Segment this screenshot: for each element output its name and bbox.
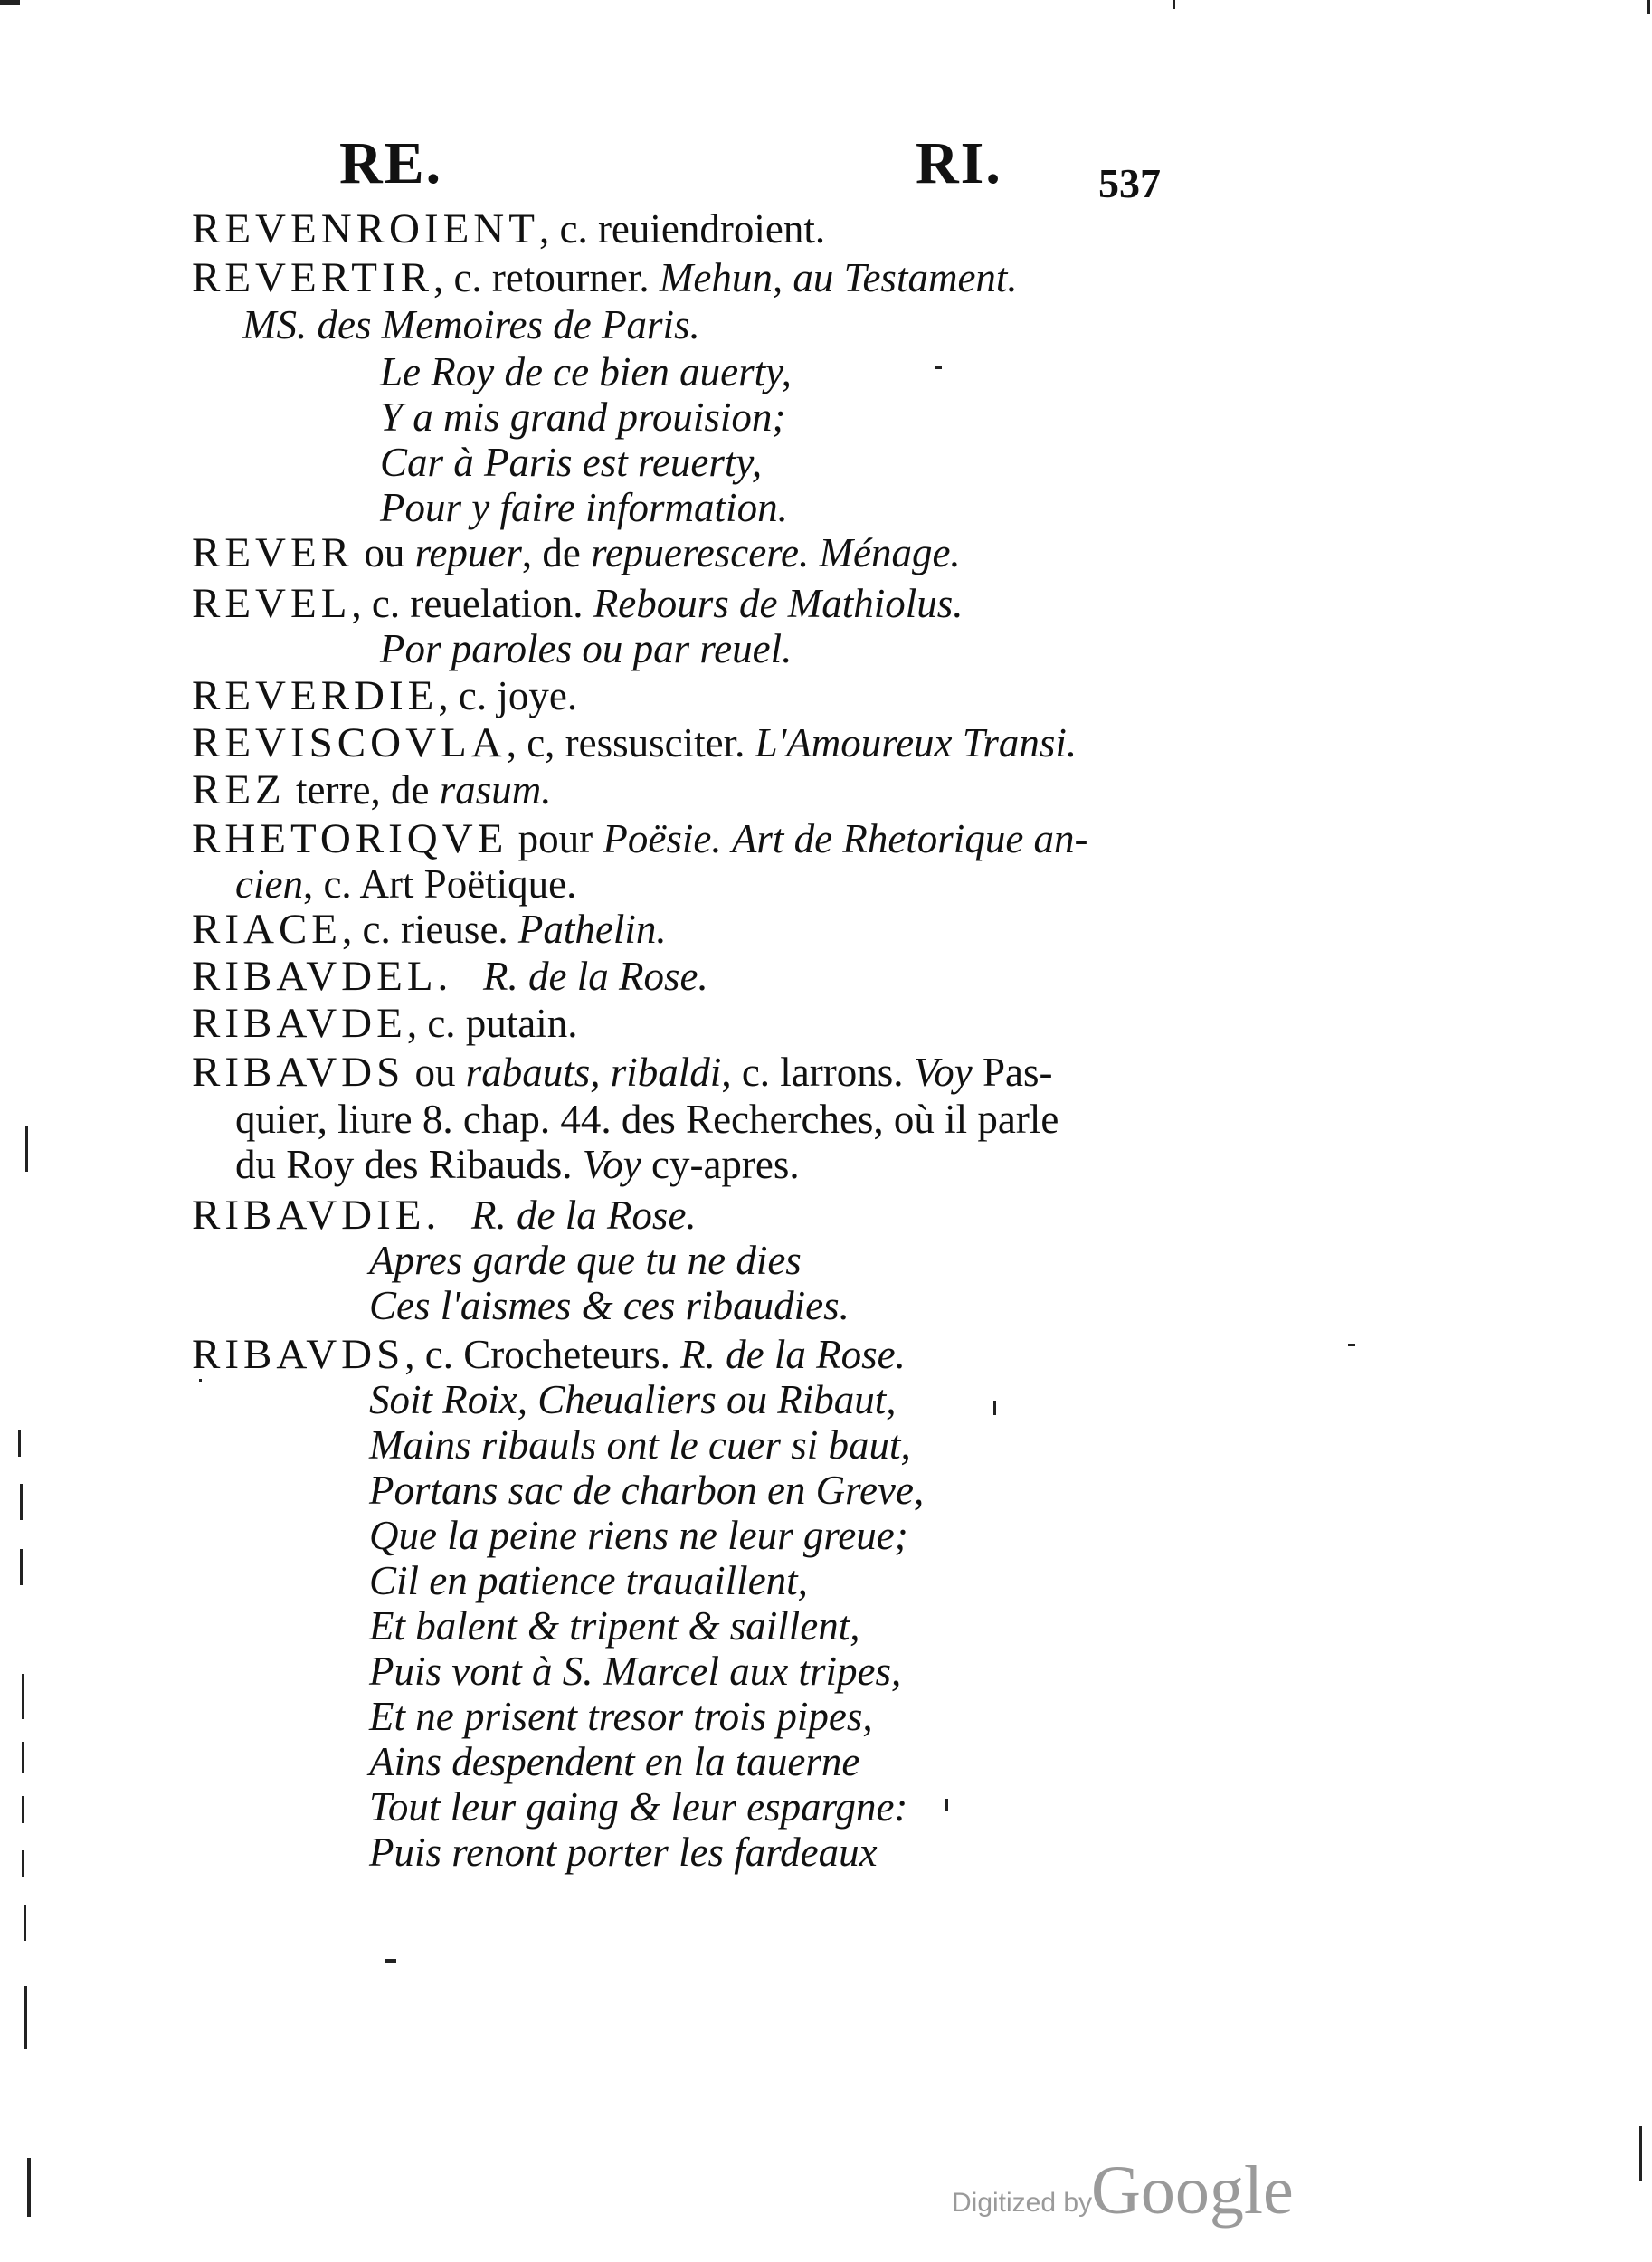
gloss-italic: Poësie.	[603, 816, 722, 861]
verse-text: Ains despendent en la tauerne	[369, 1739, 860, 1784]
gloss: ou	[404, 1050, 466, 1095]
verse-line	[380, 626, 792, 671]
entry-line	[192, 530, 961, 575]
continuation-line	[235, 1142, 800, 1187]
running-head-left: RE.	[339, 130, 443, 196]
entry-line	[192, 1001, 578, 1046]
gloss: terre, de	[285, 767, 440, 813]
gloss: quier, liure 8. chap. 44. des Recherches, où il parle	[235, 1097, 1059, 1142]
gloss: pour	[508, 816, 603, 861]
verse-line	[369, 1377, 896, 1422]
gloss: , de	[521, 530, 592, 575]
verse-text: Le Roy de ce bien auerty,	[380, 349, 792, 394]
entry-line	[192, 1193, 697, 1238]
verse-line	[369, 1739, 859, 1784]
gloss: , c. joye.	[438, 673, 578, 718]
entry-line	[192, 907, 667, 952]
verse-text: Apres garde que tu ne dies	[369, 1238, 802, 1283]
gloss: , c. reuiendroient.	[538, 206, 826, 252]
scan-speck	[22, 1850, 24, 1877]
scan-speck	[24, 1905, 26, 1941]
verse-line	[369, 1513, 908, 1558]
gloss: , c. Art Poëtique.	[302, 861, 577, 907]
verse-text: Puis vont à S. Marcel aux tripes,	[369, 1649, 902, 1694]
etymon: rasum.	[439, 767, 552, 813]
source-citation: MS. des Memoires de Paris.	[242, 302, 700, 347]
verse-line	[380, 394, 785, 440]
gloss: , c, ressusciter.	[506, 720, 745, 765]
scan-speck	[22, 1796, 24, 1823]
verse-line	[369, 1238, 802, 1283]
gloss: Pas-	[972, 1050, 1053, 1095]
verse-line	[380, 440, 762, 485]
gloss: , c. rieuse.	[342, 907, 508, 952]
headword: RIBAVDE	[192, 1000, 407, 1047]
verse-text: Mains ribauls ont le cuer si baut,	[369, 1422, 911, 1468]
verse-line	[369, 1649, 901, 1694]
continuation-line	[235, 861, 576, 907]
verse-text: Cil en patience trauaillent,	[369, 1558, 808, 1603]
verse-text: Et ne prisent tresor trois pipes,	[369, 1694, 873, 1739]
verse-text: Car à Paris est reuerty,	[380, 440, 763, 485]
source-citation: Art de Rhetorique an-	[731, 816, 1088, 861]
continuation-line	[242, 302, 700, 347]
gloss-italic: rabauts, ribaldi	[465, 1050, 722, 1095]
scan-speck	[22, 1742, 24, 1773]
scan-speck	[20, 1549, 23, 1585]
page-number: 537	[1098, 160, 1161, 206]
etymon: repuerescere.	[591, 530, 810, 575]
verse-line	[369, 1603, 859, 1649]
headword: RIBAVDEL.	[192, 953, 453, 1000]
cross-reference: Voy	[582, 1142, 641, 1187]
source-citation: Pathelin.	[517, 907, 667, 952]
scan-speck	[27, 2158, 31, 2217]
scan-speck	[199, 1379, 202, 1382]
verse-text: Pour y faire information.	[380, 485, 788, 530]
scan-speck	[1348, 1344, 1355, 1346]
scan-speck	[993, 1401, 996, 1415]
gloss: , c. larrons.	[721, 1050, 904, 1095]
entry-line	[192, 673, 577, 718]
scan-speck	[385, 1959, 396, 1963]
source-citation: Ménage.	[819, 530, 961, 575]
gloss: , c. retourner.	[432, 255, 650, 300]
verse-text: Por paroles ou par reuel.	[380, 626, 793, 671]
entry-line	[192, 720, 1077, 765]
entry-line	[192, 767, 551, 813]
scan-speck	[945, 1799, 948, 1811]
scan-speck	[25, 1126, 28, 1172]
gloss-italic: cien	[235, 861, 303, 907]
verse-line	[380, 485, 788, 530]
source-citation: R. de la Rose.	[470, 1193, 697, 1238]
gloss: , c. Crocheteurs.	[404, 1332, 670, 1377]
headword: RIBAVDS	[192, 1331, 405, 1378]
google-logo: Google	[1091, 2153, 1294, 2229]
headword: REZ	[192, 766, 286, 813]
source-citation: Mehun, au Testament.	[659, 255, 1018, 300]
verse-text: Et balent & tripent & saillent,	[369, 1603, 860, 1649]
headword: REVEL	[192, 580, 352, 627]
scan-speck	[18, 1430, 21, 1457]
headword: REVERTIR	[192, 254, 433, 301]
headword: REVERDIE	[192, 672, 439, 719]
spacer	[722, 816, 732, 861]
entry-line	[192, 816, 1088, 861]
scan-speck	[22, 1674, 24, 1719]
entry-line	[192, 1050, 1052, 1095]
verse-line	[380, 349, 792, 394]
digitized-by-label: Digitized by	[952, 2188, 1093, 2218]
source-citation: R. de la Rose.	[680, 1332, 906, 1377]
verse-text: Soit Roix, Cheualiers ou Ribaut,	[369, 1377, 897, 1422]
scan-speck	[0, 0, 20, 5]
verse-line	[369, 1694, 873, 1739]
gloss: ou	[354, 530, 415, 575]
headword: REVER	[192, 529, 355, 576]
gloss-italic: repuer	[414, 530, 522, 575]
gloss: du Roy des Ribauds.	[235, 1142, 573, 1187]
verse-line	[369, 1422, 911, 1468]
verse-text: Y a mis grand prouision;	[380, 394, 786, 440]
entry-line	[192, 1332, 906, 1377]
running-head-right: RI.	[916, 130, 1002, 196]
verse-text: Que la peine riens ne leur greue;	[369, 1513, 908, 1558]
scan-speck	[1647, 0, 1650, 14]
scan-speck	[935, 366, 942, 369]
entry-line	[192, 954, 708, 999]
verse-text: Ces l'aismes & ces ribaudies.	[369, 1283, 850, 1328]
source-citation: L'Amoureux Transi.	[755, 720, 1078, 765]
verse-text: Tout leur gaing & leur espargne:	[369, 1784, 908, 1830]
headword: RIACE	[192, 906, 342, 953]
gloss: cy-apres.	[641, 1142, 800, 1187]
headword: RHETORIQVE	[192, 815, 508, 862]
spacer	[809, 530, 819, 575]
verse-line	[369, 1784, 907, 1830]
headword: REVISCOVLA	[192, 719, 507, 766]
scan-speck	[1639, 2126, 1642, 2181]
source-citation: Rebours de Mathiolus.	[593, 581, 964, 626]
verse-line	[369, 1283, 850, 1328]
verse-line	[369, 1830, 878, 1875]
scan-speck	[1173, 0, 1175, 9]
verse-text: Portans sac de charbon en Greve,	[369, 1468, 925, 1513]
source-citation: R. de la Rose.	[483, 954, 708, 999]
headword: RIBAVDS	[192, 1049, 405, 1096]
verse-line	[369, 1468, 924, 1513]
verse-text: Puis renont porter les fardeaux	[369, 1830, 878, 1875]
cross-reference: Voy	[913, 1050, 973, 1095]
entry-line	[192, 255, 1018, 300]
continuation-line	[235, 1097, 1059, 1142]
gloss: , c. putain.	[406, 1001, 578, 1046]
entry-line	[192, 581, 964, 626]
entry-line	[192, 206, 825, 252]
scan-speck	[24, 1986, 27, 2049]
verse-line	[369, 1558, 808, 1603]
headword: REVENROIENT	[192, 205, 539, 252]
gloss: , c. reuelation.	[351, 581, 584, 626]
headword: RIBAVDIE.	[192, 1192, 441, 1239]
scan-speck	[20, 1484, 23, 1520]
